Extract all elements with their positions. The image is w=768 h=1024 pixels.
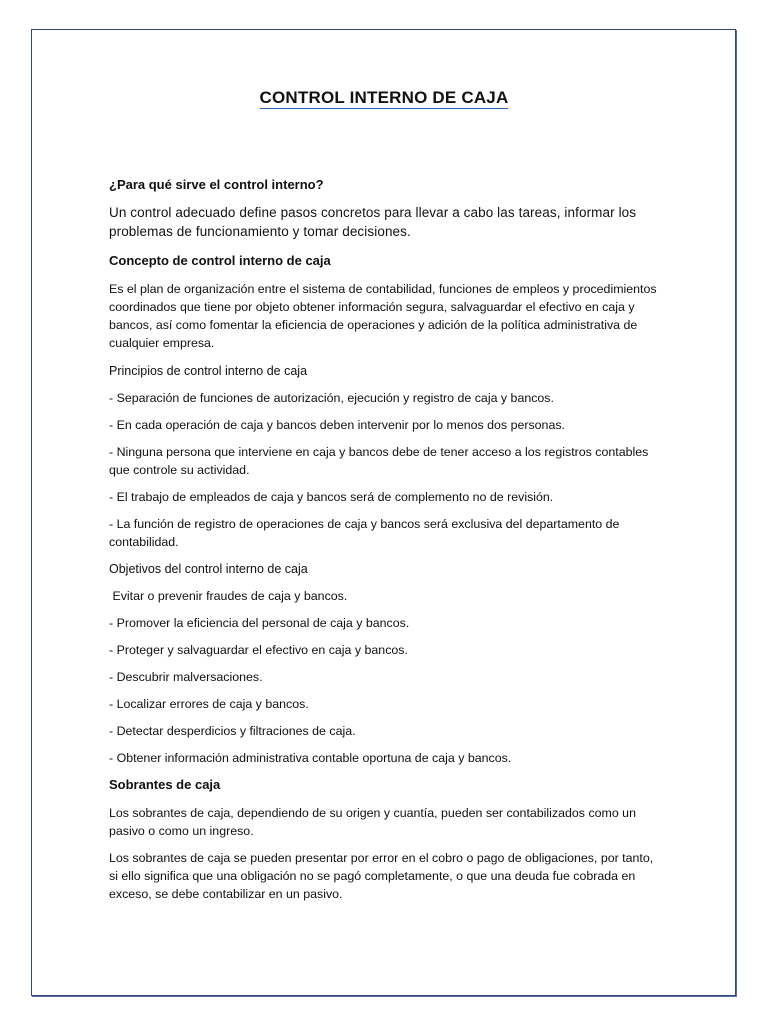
principio-item: - Separación de funciones de autorización, ejecución y registro de caja y bancos. [109,391,554,405]
objetivo-item: Evitar o prevenir fraudes de caja y bancos. [109,589,348,603]
objetivo-item: - Proteger y salvaguardar el efectivo en caja y bancos. [109,643,408,657]
principio-item: - En cada operación de caja y bancos deben intervenir por lo menos dos personas. [109,418,565,432]
document-title-text: CONTROL INTERNO DE CAJA [259,88,509,107]
question-heading: ¿Para qué sirve el control interno? [109,177,324,192]
principios-heading: Principios de control interno de caja [109,364,308,378]
concepto-paragraph: Es el plan de organización entre el sistema de contabilidad, funciones de empleos y procedimientos coordinados que tiene por objeto obtener información segura, salvaguardar el efectivo en caja y bancos, así como fomentar la eficiencia de operaciones y adición de la política administrativa de cualquier empresa. [109,282,657,350]
sobrantes-paragraph-1: Los sobrantes de caja, dependiendo de su origen y cuantía, pueden ser contabilizados como un pasivo o como un ingreso. [109,806,636,838]
principio-item: - El trabajo de empleados de caja y bancos será de complemento no de revisión. [109,490,554,504]
sobrantes-paragraph-2: Los sobrantes de caja se pueden presentar por error en el cobro o pago de obligaciones, por tanto, si ello significa que una obligación no se pagó completamente, o que una deuda fue cobrada en exceso, se debe contabilizar en un pasivo. [109,851,654,901]
objetivo-item: - Obtener información administrativa contable oportuna de caja y bancos. [109,751,512,765]
principio-item: - La función de registro de operaciones de caja y bancos será exclusiva del departamento de contabilidad. [109,517,620,549]
document-body [109,176,661,903]
objetivo-item: - Descubrir malversaciones. [109,670,263,684]
concepto-heading: Concepto de control interno de caja [109,253,331,268]
document-title [0,88,768,108]
objetivos-heading: Objetivos del control interno de caja [109,562,308,576]
objetivo-item: - Localizar errores de caja y bancos. [109,697,309,711]
objetivo-item: - Promover la eficiencia del personal de caja y bancos. [109,616,410,630]
intro-paragraph: Un control adecuado define pasos concretos para llevar a cabo las tareas, informar los problemas de funcionamiento y tomar decisiones. [109,205,637,239]
sobrantes-heading: Sobrantes de caja [109,777,221,792]
objetivo-item: - Detectar desperdicios y filtraciones de caja. [109,724,356,738]
principio-item: - Ninguna persona que interviene en caja y bancos debe de tener acceso a los registros contables que controle su actividad. [109,445,649,477]
